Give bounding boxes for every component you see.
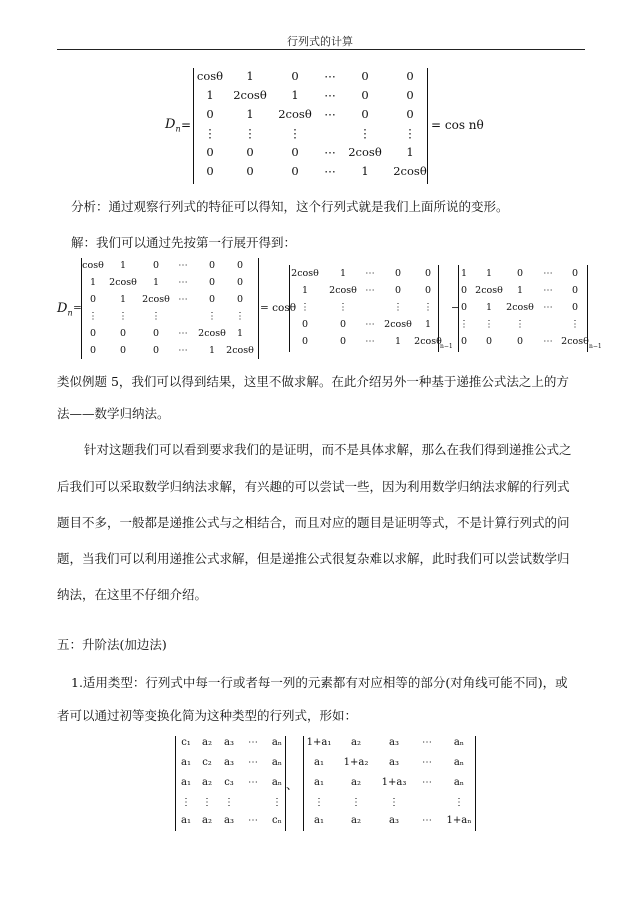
matrix-cell: 0	[571, 302, 579, 313]
matrix-cell: 2cosθ	[348, 145, 382, 159]
matrix-cell: ⋯	[422, 737, 432, 748]
matrix-cell: ⋯	[365, 319, 375, 330]
matrix-cell: ⋮	[570, 319, 580, 330]
matrix-cell: a₁	[314, 815, 324, 826]
matrix-cell: 0	[406, 107, 414, 121]
matrix-cell: 1	[301, 285, 309, 296]
matrix-cell: c₁	[181, 737, 191, 748]
matrix-cell: 0	[291, 164, 299, 178]
matrix-cell: ⋯	[324, 69, 336, 83]
matrix-cell: 2cosθ	[506, 302, 534, 313]
matrix-cell: 1	[152, 277, 160, 288]
matrix-cell: ⋯	[543, 336, 553, 347]
matrix-cell: a₂	[351, 777, 361, 788]
matrix-cell: 0	[394, 268, 402, 279]
det2-m1-left-bar	[81, 258, 82, 359]
matrix-cell: 0	[291, 69, 299, 83]
matrix-cell: 0	[89, 328, 97, 339]
matrix-cell: 1	[339, 268, 347, 279]
matrix-cell: 1	[406, 145, 414, 159]
matrix-cell: 1+aₙ	[446, 815, 472, 826]
matrix-cell: ⋯	[422, 757, 432, 768]
matrix-cell: 2cosθ	[561, 336, 589, 347]
matrix-cell: 0	[119, 328, 127, 339]
matrix-cell: ⋯	[178, 328, 188, 339]
matrix-cell: ⋮	[484, 319, 494, 330]
matrix-cell: ⋯	[543, 268, 553, 279]
matrix-cell: ⋯	[422, 815, 432, 826]
matrix-cell: 1	[246, 107, 254, 121]
matrix-cell: 2cosθ	[393, 164, 427, 178]
matrix-cell: ⋯	[365, 268, 375, 279]
para5-line1: 1.适用类型：行列式中每一行或者每一列的元素都有对应相等的部分(对角线可能不同)，或	[71, 675, 568, 690]
matrix-cell: ⋯	[248, 777, 258, 788]
matrix-cell: 1	[516, 285, 524, 296]
matrix-cell: ⋮	[207, 311, 217, 322]
matrix-cell: 0	[361, 107, 369, 121]
matrix-cell: 0	[152, 328, 160, 339]
matrix-cell: 1	[485, 268, 493, 279]
m2-subscript: n−1	[440, 343, 453, 350]
matrix-cell: ⋮	[314, 797, 324, 808]
matrix-cell: ⋮	[289, 126, 301, 140]
matrix-cell: 1	[361, 164, 369, 178]
matrix-cell: ⋯	[178, 260, 188, 271]
para4-line3: 题目不多，一般都是递推公式与之相结合，而且对应的题目是证明等式，不是计算行列式的问	[57, 515, 570, 530]
matrix-cell: 1	[460, 268, 468, 279]
matrix-cell: 1	[424, 319, 432, 330]
matrix-cell: 0	[339, 319, 347, 330]
matrix-cell: 2cosθ	[278, 107, 312, 121]
matrix-cell: 0	[485, 336, 493, 347]
matrix-cell: 0	[516, 268, 524, 279]
matrix-cell: ⋮	[351, 797, 361, 808]
matrix-cell: ⋯	[178, 277, 188, 288]
matrix-cell: 0	[206, 107, 214, 121]
matrix-cell: 0	[424, 285, 432, 296]
matrix-cell: 1	[89, 277, 97, 288]
matrix-cell: 0	[152, 260, 160, 271]
matrix-cell: 0	[208, 277, 216, 288]
matrix-cell: ⋯	[543, 285, 553, 296]
matrix-cell: ⋮	[151, 311, 161, 322]
matrix-cell: ⋮	[181, 797, 191, 808]
matrix-cell: 1	[119, 260, 127, 271]
para3-line1: 类似例题 5，我们可以得到结果，这里不做求解。在此介绍另外一种基于递推公式法之上的方	[57, 374, 569, 389]
equals-sign: =	[181, 118, 192, 132]
matrix-cell: ⋮	[515, 319, 525, 330]
det2-m1-right-bar	[258, 258, 259, 359]
matrix-cell: 1	[246, 69, 254, 83]
matrix-cell: ⋯	[248, 815, 258, 826]
matrix-cell: c₂	[202, 757, 212, 768]
matrix-cell: 2cosθ	[475, 285, 503, 296]
matrix-cell: a₁	[181, 757, 191, 768]
matrix-cell: ⋯	[248, 737, 258, 748]
matrix-cell: ⋮	[202, 797, 212, 808]
matrix-cell: aₙ	[271, 777, 283, 788]
matrix-cell: 2cosθ	[384, 319, 412, 330]
matrix-cell: aₙ	[271, 737, 283, 748]
det-label-2: $D_n$	[57, 301, 73, 318]
matrix-cell: aₙ	[453, 777, 465, 788]
matrix-cell: a₁	[181, 815, 191, 826]
matrix-cell: ⋯	[324, 107, 336, 121]
matrix-cell: ⋯	[178, 345, 188, 356]
matrix-cell: 0	[460, 285, 468, 296]
matrix-cell: a₁	[314, 777, 324, 788]
matrix-cell: aₙ	[453, 737, 465, 748]
matrix-cell: ⋮	[204, 126, 216, 140]
matrix-cell: 0	[571, 268, 579, 279]
matrix-cell: ⋮	[393, 302, 403, 313]
para4-line4: 题，当我们可以利用递推公式求解，但是递推公式很复杂难以求解，此时我们可以尝试数学归	[57, 551, 570, 566]
matrix-cell: 0	[236, 260, 244, 271]
matrix-cell: a₁	[314, 757, 324, 768]
matrix-cell: ⋮	[389, 797, 399, 808]
matrix-cell: ⋮	[300, 302, 310, 313]
equals-sign-2: =	[73, 302, 82, 314]
matrix-cell: a₂	[202, 815, 212, 826]
matrix-cell: ⋮	[423, 302, 433, 313]
para4-line2: 后我们可以采取数学归纳法求解，有兴趣的可以尝试一些，因为利用数学归纳法求解的行列式	[57, 479, 570, 494]
matrix-cell: 0	[339, 336, 347, 347]
matrix-cell: ⋮	[454, 797, 464, 808]
matrix-cell: 0	[246, 164, 254, 178]
matrix-cell: 1	[208, 345, 216, 356]
section-heading: 五：升阶法(加边法)	[57, 637, 167, 652]
matrix-cell: ⋮	[272, 797, 282, 808]
matrix-cell: ⋯	[365, 285, 375, 296]
analysis-paragraph: 分析：通过观察行列式的特征可以得知，这个行列式就是我们上面所说的变形。	[71, 199, 509, 214]
matrix-cell: 2cosθ	[226, 345, 254, 356]
matrix-cell: ⋯	[248, 757, 258, 768]
matrix-cell: a₂	[202, 777, 212, 788]
det-label: $D_n$	[165, 117, 181, 134]
matrix-cell: 1	[119, 294, 127, 305]
matrix-cell: cₙ	[272, 815, 282, 826]
header-title: 行列式的计算	[287, 35, 353, 48]
matrix-cell: a₃	[224, 815, 234, 826]
matrix-cell: 0	[236, 294, 244, 305]
matrix-cell: 0	[424, 268, 432, 279]
matrix-cell: ⋮	[459, 319, 469, 330]
matrix-cell: ⋯	[422, 777, 432, 788]
matrix-cell: a₃	[389, 757, 399, 768]
minus-sign: −	[451, 302, 460, 314]
matrix-cell: 0	[361, 88, 369, 102]
matrix-cell: ⋯	[324, 145, 336, 159]
matrix-cell: 0	[208, 294, 216, 305]
matrix-cell: ⋮	[88, 311, 98, 322]
matrix-cell: 2cosθ	[291, 268, 319, 279]
matrix-cell: 1+a₃	[381, 777, 407, 788]
matrix-cell: 2cosθ	[109, 277, 137, 288]
equals-cos-theta: = cosθ	[260, 302, 297, 314]
matrix-cell: ⋮	[118, 311, 128, 322]
matrix-cell: 2cosθ	[142, 294, 170, 305]
matrix-cell: 1+a₁	[306, 737, 332, 748]
matrix-cell: ⋮	[235, 311, 245, 322]
matrix-cell: a₁	[181, 777, 191, 788]
matrix-cell: cosθ	[82, 260, 104, 271]
matrix-cell: 0	[152, 345, 160, 356]
matrix-cell: ⋮	[224, 797, 234, 808]
matrix-cell: 2cosθ	[329, 285, 357, 296]
matrix-cell: ⋮	[338, 302, 348, 313]
para4-line5: 纳法，在这里不仔细介绍。	[57, 587, 208, 602]
matrix-cell: 1	[485, 302, 493, 313]
matrix-cell: 0	[301, 336, 309, 347]
m3-subscript: n−1	[589, 343, 602, 350]
matrix-cell: 0	[89, 345, 97, 356]
matrix-cell: 0	[571, 285, 579, 296]
matrix-cell: c₃	[224, 777, 234, 788]
matrix-cell: 1	[236, 328, 244, 339]
matrix-cell: aₙ	[453, 757, 465, 768]
matrix-cell: 0	[208, 260, 216, 271]
matrix-cell: a₃	[389, 737, 399, 748]
matrix-cell: 2cosθ	[198, 328, 226, 339]
matrix-cell: a₂	[351, 737, 361, 748]
matrix-cell: 0	[460, 302, 468, 313]
solution-paragraph: 解：我们可以通过先按第一行展开得到：	[71, 235, 297, 250]
matrix-cell: 0	[394, 285, 402, 296]
matrix-cell: ⋮	[404, 126, 416, 140]
rhs-result: = cos nθ	[431, 118, 484, 132]
matrix-cell: cosθ	[196, 69, 224, 83]
matrix-cell: ⋯	[178, 294, 188, 305]
matrix-cell: 2cosθ	[233, 88, 267, 102]
para5-line2: 者可以通过初等变换化简为这种类型的行列式，形如：	[57, 708, 358, 723]
matrix-cell: 0	[406, 88, 414, 102]
matrix-cell: 0	[206, 164, 214, 178]
matrix-cell: ⋮	[244, 126, 256, 140]
matrix-cell: ⋯	[365, 336, 375, 347]
matrix-cell: 1	[394, 336, 402, 347]
para4-line1: 针对这题我们可以看到要求我们的是证明，而不是具体求解，那么在我们得到递推公式之	[84, 442, 572, 457]
separator-mark: 、	[286, 778, 299, 792]
matrix-cell: 0	[291, 145, 299, 159]
matrix-cell: 0	[460, 336, 468, 347]
matrix-cell: aₙ	[271, 757, 283, 768]
para3-line2: 法——数学归纳法。	[57, 406, 170, 421]
matrix-cell: 1	[206, 88, 214, 102]
matrix-cell: 0	[516, 336, 524, 347]
matrix-cell: 0	[89, 294, 97, 305]
matrix-cell: 0	[301, 319, 309, 330]
matrix-cell: 0	[119, 345, 127, 356]
matrix-cell: a₃	[389, 815, 399, 826]
header-rule	[57, 49, 585, 50]
matrix-cell: 0	[236, 277, 244, 288]
matrix-cell: 1	[291, 88, 299, 102]
matrix-cell: a₂	[202, 737, 212, 748]
matrix-cell: a₃	[224, 737, 234, 748]
matrix-cell: 1+a₂	[343, 757, 369, 768]
matrix-cell: ⋯	[543, 302, 553, 313]
matrix-cell: ⋯	[324, 164, 336, 178]
matrix-cell: 0	[361, 69, 369, 83]
matrix-cell: 0	[406, 69, 414, 83]
matrix-cell: ⋮	[359, 126, 371, 140]
matrix-cell: 0	[206, 145, 214, 159]
matrix-cell: 2cosθ	[414, 336, 442, 347]
matrix-cell: a₂	[351, 815, 361, 826]
matrix-cell: ⋯	[324, 88, 336, 102]
matrix-cell: 0	[246, 145, 254, 159]
matrix-cell: a₃	[224, 757, 234, 768]
